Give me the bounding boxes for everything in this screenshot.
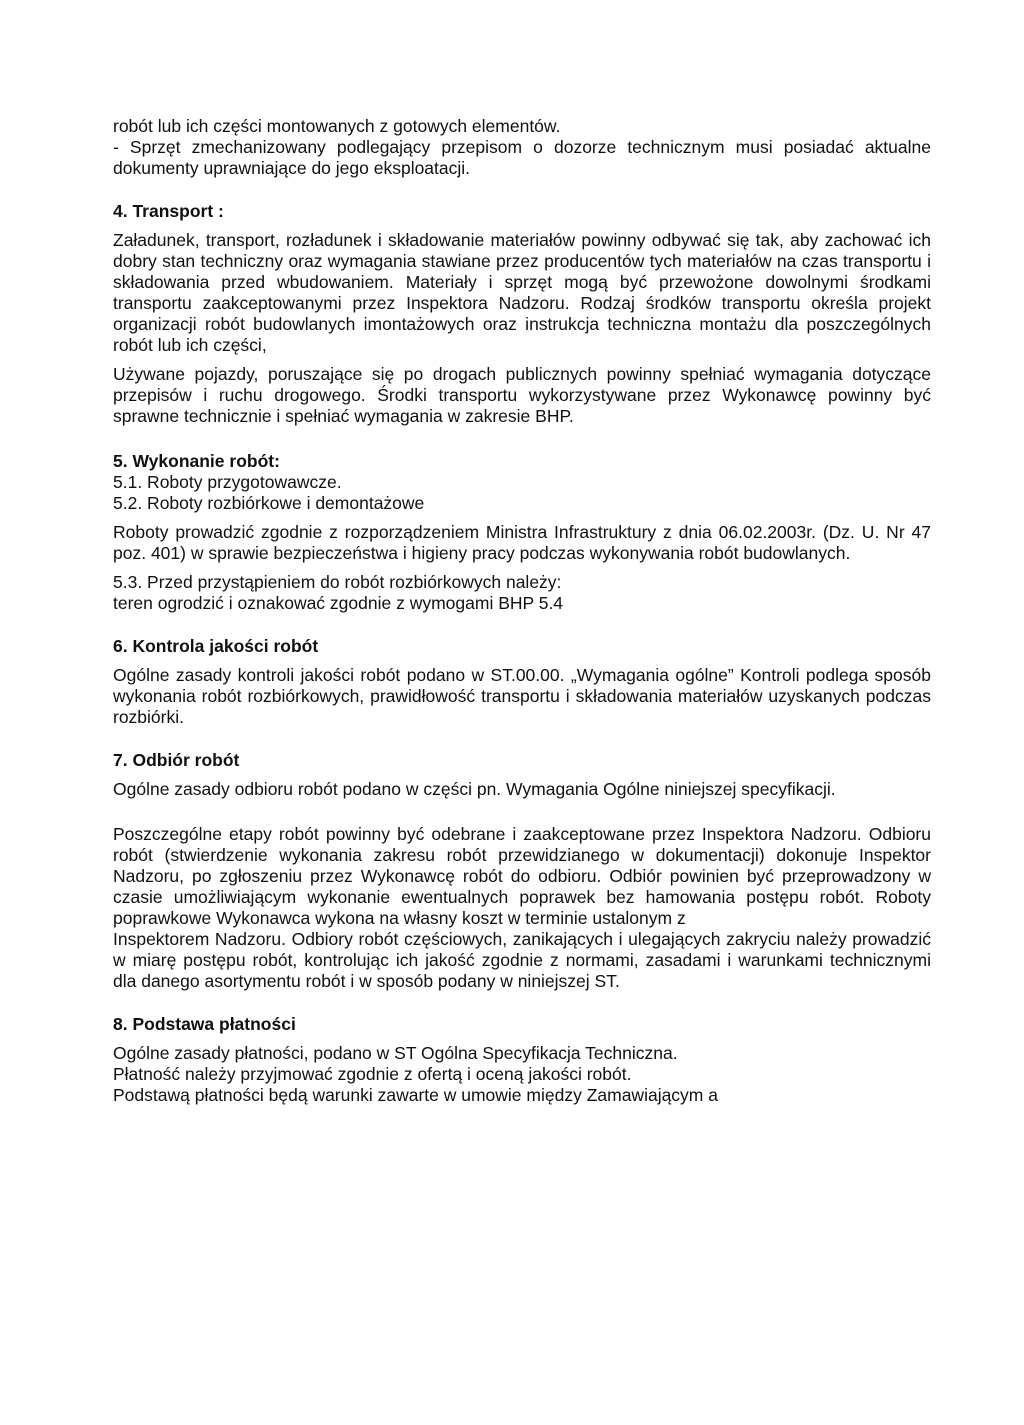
payment-line-2: Płatność należy przyjmować zgodnie z ofertą i oceną jakości robót. <box>113 1064 632 1084</box>
section-8-heading: 8. Podstawa płatności <box>113 1014 296 1034</box>
equipment-paragraph: - Sprzęt zmechanizowany podlegający przepisom o dozorze technicznym musi posiadać aktualne dokumenty uprawniające do jego eksploatacji. <box>113 137 931 178</box>
acceptance-paragraph-1: Ogólne zasady odbioru robót podano w części pn. Wymagania Ogólne niniejszej specyfikacji. <box>113 779 836 799</box>
item-5-3-detail: teren ogrodzić i oznakować zgodnie z wymogami BHP 5.4 <box>113 593 564 613</box>
transport-paragraph-2: Używane pojazdy, poruszające się po drogach publicznych powinny spełniać wymagania dotyczące przepisów i ruchu drogowego. Środki transportu wykorzystywane przez Wykonawcę powinny być sprawne technicznie i spełniać wymagania w zakresie BHP. <box>113 364 931 426</box>
section-5-heading: 5. Wykonanie robót: <box>113 451 280 471</box>
payment-line-3: Podstawą płatności będą warunki zawarte w umowie między Zamawiającym a <box>113 1085 718 1105</box>
item-5-3: 5.3. Przed przystąpieniem do robót rozbiórkowych należy: <box>113 572 562 592</box>
acceptance-paragraph-3: Inspektorem Nadzoru. Odbiory robót częściowych, zanikających i ulegających zakryciu należy prowadzić w miarę postępu robót, kontrolując ich jakość zgodnie z normami, zasadami i warunkami technicznymi dla danego asortymentu robót i w sposób podany w niniejszej ST. <box>113 929 931 991</box>
document-page <box>113 116 931 1106</box>
payment-line-1: Ogólne zasady płatności, podano w ST Ogólna Specyfikacja Techniczna. <box>113 1043 678 1063</box>
intro-line: robót lub ich części montowanych z gotowych elementów. <box>113 116 561 136</box>
section-7-heading: 7. Odbiór robót <box>113 750 240 770</box>
item-5-2: 5.2. Roboty rozbiórkowe i demontażowe <box>113 493 425 513</box>
item-5-1: 5.1. Roboty przygotowawcze. <box>113 472 342 492</box>
section-6-heading: 6. Kontrola jakości robót <box>113 636 319 656</box>
demolition-paragraph: Roboty prowadzić zgodnie z rozporządzeniem Ministra Infrastruktury z dnia 06.02.2003r. (Dz. U. Nr 47 poz. 401) w sprawie bezpieczeństwa i higieny pracy podczas wykonywania robót budowlanych. <box>113 522 931 563</box>
acceptance-paragraph-2: Poszczególne etapy robót powinny być odebrane i zaakceptowane przez Inspektora Nadzoru. Odbioru robót (stwierdzenie wykonania zakresu robót przewidzianego w dokumentacji) dokonuje Inspektor Nadzoru, po zgłoszeniu przez Wykonawcę robót do odbioru. Odbiór powinien być przeprowadzony w czasie umożliwiającym wykonanie ewentualnych poprawek bez hamowania postępu robót. Roboty poprawkowe Wykonawca wykona na własny koszt w terminie ustalonym z <box>113 824 931 928</box>
quality-paragraph: Ogólne zasady kontroli jakości robót podano w ST.00.00. „Wymagania ogólne” Kontroli podlega sposób wykonania robót rozbiórkowych, prawidłowość transportu i składowania materiałów uzyskanych podczas rozbiórki. <box>113 665 931 727</box>
section-4-heading: 4. Transport : <box>113 201 224 221</box>
transport-paragraph-1: Załadunek, transport, rozładunek i składowanie materiałów powinny odbywać się tak, aby zachować ich dobry stan techniczny oraz wymagania stawiane przez producentów tych materiałów na czas transportu i składowania przed wbudowaniem. Materiały i sprzęt mogą być przewożone dowolnymi środkami transportu zaakceptowanymi przez Inspektora Nadzoru. Rodzaj środków transportu określa projekt organizacji robót budowlanych imontażowych oraz instrukcja techniczna montażu dla poszczególnych robót lub ich części, <box>113 230 931 355</box>
